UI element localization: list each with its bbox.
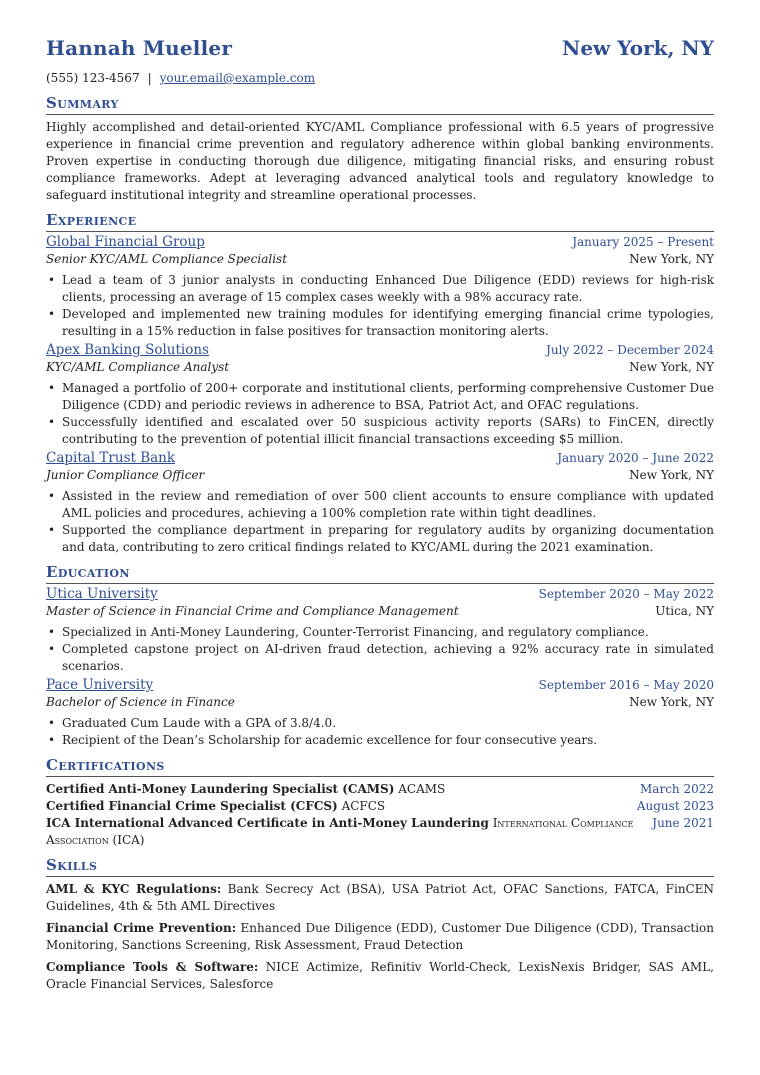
resume-header xyxy=(46,36,714,66)
certification-date: June 2021 xyxy=(652,816,714,830)
bullet-item: • Specialized in Anti-Money Laundering, Counter-Terrorist Financing, and regulatory compliance. xyxy=(62,624,714,641)
experience-entry xyxy=(46,234,714,340)
bullet-list xyxy=(46,715,714,749)
bullet-list xyxy=(46,380,714,448)
contact-separator: | xyxy=(147,71,152,85)
candidate-name: Hannah Mueller xyxy=(46,36,233,60)
job-title: KYC/AML Compliance Analyst xyxy=(46,360,230,374)
certification-date: March 2022 xyxy=(640,782,714,796)
summary-text: Highly accomplished and detail-oriented KYC/AML Compliance professional with 6.5 years of progressive experience in financial crime prevention and regulatory adherence within global banking environments. Proven expertise in conducting thorough due diligence, mitigating financial risks, and ensuring robust compliance frameworks. Adept at leveraging advanced analytical tools and regulatory knowledge to safeguard institutional integrity and streamline operational processes. xyxy=(46,120,714,202)
bullet-list xyxy=(46,272,714,340)
employer-link[interactable]: Capital Trust Bank xyxy=(46,450,176,466)
job-title: Senior KYC/AML Compliance Specialist xyxy=(46,252,288,266)
job-location: New York, NY xyxy=(629,252,714,266)
certification-name: Certified Anti-Money Laundering Specialist (CAMS) xyxy=(46,782,395,796)
skill-group xyxy=(46,920,714,954)
school-link[interactable]: Pace University xyxy=(46,677,154,693)
experience-entry xyxy=(46,450,714,556)
skill-group-label: Compliance Tools & Software: xyxy=(46,960,259,974)
bullet-item: • Developed and implemented new training modules for identifying emerging financial crime typologies, resulting in a 15% reduction in false positives for transaction monitoring alerts. xyxy=(62,306,714,340)
certification-name: Certified Financial Crime Specialist (CFCS) xyxy=(46,799,338,813)
school-location: Utica, NY xyxy=(655,604,714,618)
job-location: New York, NY xyxy=(629,468,714,482)
school-link[interactable]: Utica University xyxy=(46,586,158,602)
skill-group-text: NICE Actimize, Refinitiv World-Check, LexisNexis Bridger, SAS AML, Oracle Financial Services, Salesforce xyxy=(46,960,714,991)
section-heading-experience: Experience xyxy=(46,212,714,232)
bullet-item: • Supported the compliance department in preparing for regulatory audits by organizing documentation and data, contributing to zero critical findings related to KYC/AML during the 2021 examination. xyxy=(62,522,714,556)
bullet-item: • Assisted in the review and remediation of over 500 client accounts to ensure compliance with updated AML policies and procedures, achieving a 100% completion rate within tight deadlines. xyxy=(62,488,714,522)
certification-issuer: ACFCS xyxy=(341,799,386,813)
skill-group-label: AML & KYC Regulations: xyxy=(46,882,222,896)
candidate-location: New York, NY xyxy=(562,36,714,60)
school-location: New York, NY xyxy=(629,695,714,709)
study-dates: September 2020 – May 2022 xyxy=(538,587,714,601)
education-entry xyxy=(46,677,714,749)
certification-name: ICA International Advanced Certificate in Anti-Money Laundering xyxy=(46,816,489,830)
degree-title: Bachelor of Science in Finance xyxy=(46,695,235,709)
bullet-item: • Recipient of the Dean’s Scholarship for academic excellence for four consecutive years. xyxy=(62,732,714,749)
section-heading-skills: Skills xyxy=(46,857,714,877)
certification-date: August 2023 xyxy=(636,799,714,813)
certification-item xyxy=(46,781,714,798)
skill-group-text: Enhanced Due Diligence (EDD), Customer Due Diligence (CDD), Transaction Monitoring, Sanctions Screening, Risk Assessment, Fraud Detection xyxy=(46,921,714,952)
section-heading-summary: Summary xyxy=(46,95,714,115)
bullet-item: • Graduated Cum Laude with a GPA of 3.8/4.0. xyxy=(62,715,714,732)
bullet-item: • Completed capstone project on AI-driven fraud detection, achieving a 92% accuracy rate in simulated scenarios. xyxy=(62,641,714,675)
study-dates: September 2016 – May 2020 xyxy=(538,678,714,692)
skill-group-label: Financial Crime Prevention: xyxy=(46,921,237,935)
certification-item xyxy=(46,815,714,849)
email-link[interactable]: your.email@example.com xyxy=(159,71,316,85)
section-heading-certifications: Certifications xyxy=(46,757,714,777)
certification-item xyxy=(46,798,714,815)
bullet-list xyxy=(46,624,714,675)
bullet-item: • Managed a portfolio of 200+ corporate and institutional clients, performing comprehensive Customer Due Diligence (CDD) and periodic reviews in adherence to BSA, Patriot Act, and OFAC regulations. xyxy=(62,380,714,414)
skills-list xyxy=(46,881,714,993)
experience-entry xyxy=(46,342,714,448)
phone-number: (555) 123-4567 xyxy=(46,71,140,85)
certification-list xyxy=(46,781,714,849)
job-location: New York, NY xyxy=(629,360,714,374)
employment-dates: January 2025 – Present xyxy=(572,235,714,249)
employment-dates: July 2022 – December 2024 xyxy=(546,343,714,357)
certification-issuer: ACAMS xyxy=(398,782,446,796)
education-entry xyxy=(46,586,714,675)
bullet-item: • Successfully identified and escalated over 50 suspicious activity reports (SARs) to FinCEN, directly contributing to the prevention of potential illicit financial transactions exceeding $5 million. xyxy=(62,414,714,448)
bullet-item: • Lead a team of 3 junior analysts in conducting Enhanced Due Diligence (EDD) reviews for high-risk clients, processing an average of 15 complex cases weekly with a 98% accuracy rate. xyxy=(62,272,714,306)
employer-link[interactable]: Global Financial Group xyxy=(46,234,205,250)
employment-dates: January 2020 – June 2022 xyxy=(557,451,714,465)
contact-line xyxy=(46,70,714,87)
skill-group xyxy=(46,881,714,915)
employer-link[interactable]: Apex Banking Solutions xyxy=(46,342,209,358)
degree-title: Master of Science in Financial Crime and Compliance Management xyxy=(46,604,459,618)
skill-group xyxy=(46,959,714,993)
skill-group-text: Bank Secrecy Act (BSA), USA Patriot Act, OFAC Sanctions, FATCA, FinCEN Guidelines, 4th & 5th AML Directives xyxy=(46,882,714,913)
certification-issuer: International Compliance Association (ICA) xyxy=(46,816,634,847)
bullet-list xyxy=(46,488,714,556)
job-title: Junior Compliance Officer xyxy=(46,468,205,482)
section-heading-education: Education xyxy=(46,564,714,584)
